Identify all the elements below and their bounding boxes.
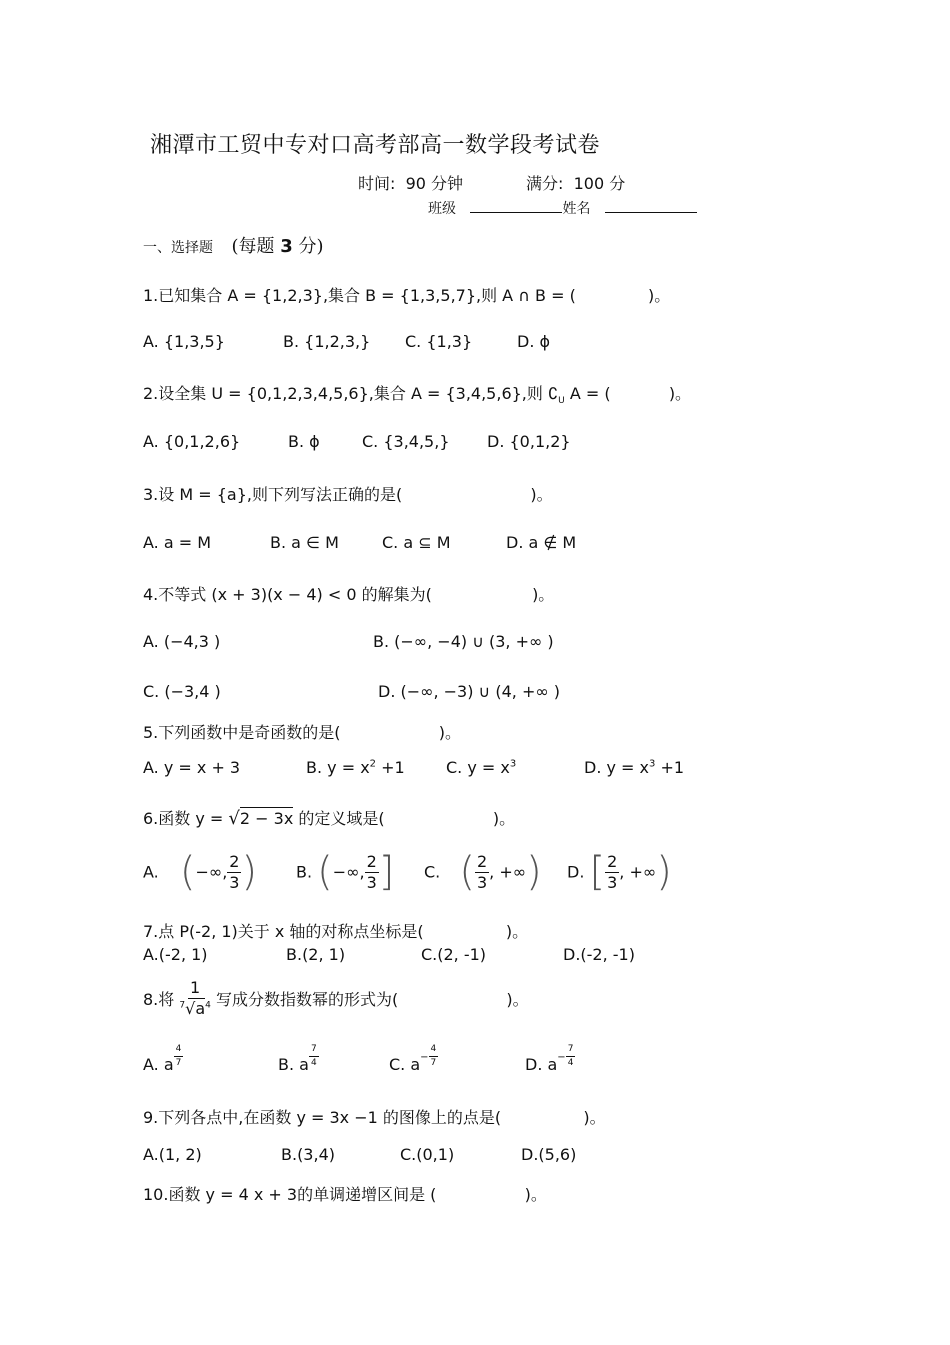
q8-b-exponent <box>309 1045 319 1068</box>
q6-option-c[interactable] <box>424 849 542 895</box>
q5-b-post: +1 <box>376 758 405 777</box>
q4-option-c[interactable]: C. (−3,4 ) <box>143 682 221 701</box>
q6-c-fraction <box>475 851 489 892</box>
q9-option-b[interactable]: B.(3,4) <box>281 1145 335 1164</box>
q6-b-label: B. <box>296 862 313 882</box>
question-10-stem <box>143 1182 547 1205</box>
section-note-num: 3 <box>280 236 293 257</box>
q5-b-text: B. y = x <box>306 758 370 777</box>
q1-option-a[interactable]: A. {1,3,5} <box>143 332 225 351</box>
q5-d-post: +1 <box>655 758 685 777</box>
q7-stem-end: )。 <box>505 922 529 941</box>
q8-a-exp-den: 7 <box>175 1058 182 1068</box>
q1-option-d[interactable]: D. ϕ <box>517 332 551 351</box>
q4-option-d[interactable]: D. (−∞, −3) ∪ (4, +∞ ) <box>378 682 561 701</box>
exam-title: 湘潭市工贸中专对口高考部高一数学段考试卷 <box>150 133 601 158</box>
q7-option-c[interactable]: C.(2, -1) <box>421 945 487 964</box>
q8-d-exp-num: 7 <box>566 1045 576 1057</box>
q6-a-right-paren: ) <box>241 849 258 895</box>
score-label: 满分: <box>526 174 564 193</box>
q6-c-pos-inf: , +∞ <box>489 862 527 882</box>
score-info <box>526 171 625 194</box>
q6-b-frac-num: 2 <box>366 851 377 871</box>
question-9-stem <box>143 1105 606 1128</box>
q5-b-exp: 2 <box>369 758 377 770</box>
q3-option-b[interactable]: B. a ∈ M <box>270 533 339 552</box>
score-value: 100 分 <box>573 174 626 193</box>
q6-a-frac-num: 2 <box>229 851 240 871</box>
q8-d-neg: − <box>557 1052 566 1063</box>
question-7-stem <box>143 919 528 942</box>
q5-option-d[interactable] <box>584 758 684 777</box>
q1-stem-text: 1.已知集合 A = {1,2,3},集合 B = {1,3,5,7},则 A ∩ B = ( <box>143 286 576 305</box>
question-1-stem <box>143 283 670 306</box>
name-blank[interactable] <box>605 198 697 213</box>
q8-option-b[interactable] <box>278 1044 319 1078</box>
q8-a-exponent <box>174 1045 184 1068</box>
q5-d-text: D. y = x <box>584 758 650 777</box>
q5-stem-end: )。 <box>438 723 461 742</box>
q5-c-text: C. y = x <box>446 758 510 777</box>
q8-b-exp-num: 7 <box>309 1045 319 1057</box>
student-info <box>428 198 697 218</box>
q8-option-c[interactable] <box>389 1044 438 1078</box>
q8-root-sign: √ <box>185 999 196 1018</box>
q4-stem-end: )。 <box>532 585 555 604</box>
q10-stem-text: 10.函数 y = 4 x + 3的单调递增区间是 ( <box>143 1185 437 1204</box>
q5-d-exp: 3 <box>649 758 656 770</box>
q6-c-left-paren: ( <box>459 849 475 895</box>
q8-b-label: B. a <box>278 1055 309 1074</box>
q6-radicand: 2 − 3x <box>239 809 294 828</box>
q8-c-exp-den: 7 <box>430 1058 437 1068</box>
q6-b-fraction <box>365 851 379 892</box>
q8-root-exp: 4 <box>205 1000 211 1011</box>
q8-option-a[interactable] <box>143 1044 183 1078</box>
q8-c-label: C. a <box>389 1055 421 1074</box>
section-header <box>143 232 324 258</box>
section-note-open: (每题 <box>231 236 275 257</box>
q2-option-d[interactable]: D. {0,1,2} <box>487 432 571 451</box>
q7-option-a[interactable]: A.(-2, 1) <box>143 945 208 964</box>
q8-d-label: D. a <box>525 1055 558 1074</box>
class-blank[interactable] <box>470 198 562 213</box>
question-6-stem <box>143 806 515 829</box>
q2-option-c[interactable]: C. {3,4,5,} <box>362 432 450 451</box>
q5-option-a[interactable]: A. y = x + 3 <box>143 758 241 777</box>
q6-stem-post: 的定义域是( <box>298 809 385 828</box>
q8-stem-pre: 8.将 <box>143 990 175 1009</box>
q8-d-exponent <box>566 1045 576 1068</box>
q8-root-index: 7 <box>179 1000 186 1011</box>
q8-d-exp-den: 4 <box>567 1058 574 1068</box>
q8-a-label: A. a <box>143 1055 174 1074</box>
q6-b-frac-den: 3 <box>366 872 377 892</box>
q8-c-neg: − <box>420 1052 429 1063</box>
q2-stem-end: )。 <box>668 384 692 403</box>
q4-option-a[interactable]: A. (−4,3 ) <box>143 632 221 651</box>
q1-stem-end: )。 <box>648 286 671 305</box>
q3-stem-end: )。 <box>530 485 553 504</box>
q6-c-label: C. <box>424 862 441 882</box>
q7-option-d[interactable]: D.(-2, -1) <box>563 945 635 964</box>
q9-stem-end: )。 <box>583 1108 606 1127</box>
question-2-stem <box>143 381 691 406</box>
q2-option-a[interactable]: A. {0,1,2,6} <box>143 432 241 451</box>
q9-option-a[interactable]: A.(1, 2) <box>143 1145 202 1164</box>
q3-stem-text: 3.设 M = {a},则下列写法正确的是( <box>143 485 403 504</box>
q6-stem-pre: 6.函数 y = <box>143 809 229 828</box>
q6-b-neg-inf: −∞, <box>332 862 365 882</box>
q5-stem-text: 5.下列函数中是奇函数的是( <box>143 723 341 742</box>
question-8-stem <box>143 980 529 1017</box>
q9-option-c[interactable]: C.(0,1) <box>400 1145 455 1164</box>
q6-stem-end: )。 <box>492 809 516 828</box>
time-info <box>358 171 463 194</box>
q8-stem-post: 写成分数指数幂的形式为( <box>215 990 399 1009</box>
question-5-stem <box>143 720 461 743</box>
q10-stem-end: )。 <box>524 1185 547 1204</box>
q6-a-frac-den: 3 <box>229 872 240 892</box>
q5-c-exp: 3 <box>509 758 517 770</box>
q5-option-b[interactable] <box>306 758 405 777</box>
sqrt-sign: √ <box>228 808 240 829</box>
q3-option-a[interactable]: A. a = M <box>143 533 212 552</box>
q6-d-right-paren: ) <box>656 849 672 895</box>
q1-option-b[interactable]: B. {1,2,3,} <box>283 332 371 351</box>
q1-option-c[interactable]: C. {1,3} <box>405 332 473 351</box>
question-4-stem <box>143 582 554 605</box>
q5-option-c[interactable] <box>446 758 516 777</box>
section-note-close: 分) <box>298 236 324 257</box>
q9-stem-text: 9.下列各点中,在函数 y = 3x −1 的图像上的点是( <box>143 1108 502 1127</box>
q6-c-right-paren: ) <box>526 849 542 895</box>
q9-option-d[interactable]: D.(5,6) <box>521 1145 577 1164</box>
q6-d-label: D. <box>567 862 585 882</box>
q4-option-b[interactable]: B. (−∞, −4) ∪ (3, +∞ ) <box>373 632 554 651</box>
q3-option-d[interactable]: D. a ∉ M <box>506 533 577 552</box>
name-label: 姓名 <box>562 201 591 217</box>
q8-fraction <box>179 980 210 1017</box>
q6-option-a[interactable] <box>143 849 258 895</box>
q8-a-exp-num: 4 <box>174 1045 184 1057</box>
q8-b-exp-den: 4 <box>310 1058 317 1068</box>
q6-b-right-bracket: ] <box>378 849 395 895</box>
q3-option-c[interactable]: C. a ⊆ M <box>382 533 451 552</box>
q6-a-fraction <box>227 851 241 892</box>
q6-a-neg-inf: −∞, <box>195 862 228 882</box>
q7-option-b[interactable]: B.(2, 1) <box>286 945 346 964</box>
time-value: 90 分钟 <box>405 174 464 193</box>
q2-option-b[interactable]: B. ϕ <box>288 432 320 451</box>
q7-stem-text: 7.点 P(-2, 1)关于 x 轴的对称点坐标是( <box>143 922 424 941</box>
q6-c-frac-num: 2 <box>476 851 488 871</box>
q4-stem-text: 4.不等式 (x + 3)(x − 4) < 0 的解集为( <box>143 585 432 604</box>
q6-option-b[interactable] <box>296 849 395 895</box>
question-3-stem <box>143 482 553 505</box>
q6-a-left-paren: ( <box>179 849 196 895</box>
q6-option-d[interactable] <box>567 849 672 895</box>
q8-stem-end: )。 <box>506 990 529 1009</box>
q2-stem-text-2: A = ( <box>569 384 611 403</box>
q8-frac-num: 1 <box>190 978 201 997</box>
time-label: 时间: <box>358 174 396 193</box>
q8-c-exp-num: 4 <box>429 1045 439 1057</box>
q2-stem-text: 2.设全集 U = {0,1,2,3,4,5,6},集合 A = {3,4,5,6},则 ∁ <box>143 384 559 403</box>
class-label: 班级 <box>428 201 456 217</box>
q8-c-exponent <box>429 1045 439 1068</box>
q2-complement-sub: U <box>558 396 565 407</box>
q6-c-frac-den: 3 <box>476 872 488 892</box>
q6-d-left-bracket: [ <box>589 849 606 895</box>
q6-d-frac-den: 3 <box>607 872 618 892</box>
q8-frac-den <box>179 999 210 1017</box>
q6-a-label: A. <box>143 862 159 882</box>
q8-option-d[interactable] <box>525 1044 575 1078</box>
q6-d-pos-inf: , +∞ <box>619 862 657 882</box>
q8-root-base: a <box>195 999 206 1018</box>
q6-d-frac-num: 2 <box>607 851 618 871</box>
q6-b-left-paren: ( <box>317 849 333 895</box>
q6-d-fraction <box>605 851 619 892</box>
section-label: 一、选择题 <box>143 240 213 256</box>
